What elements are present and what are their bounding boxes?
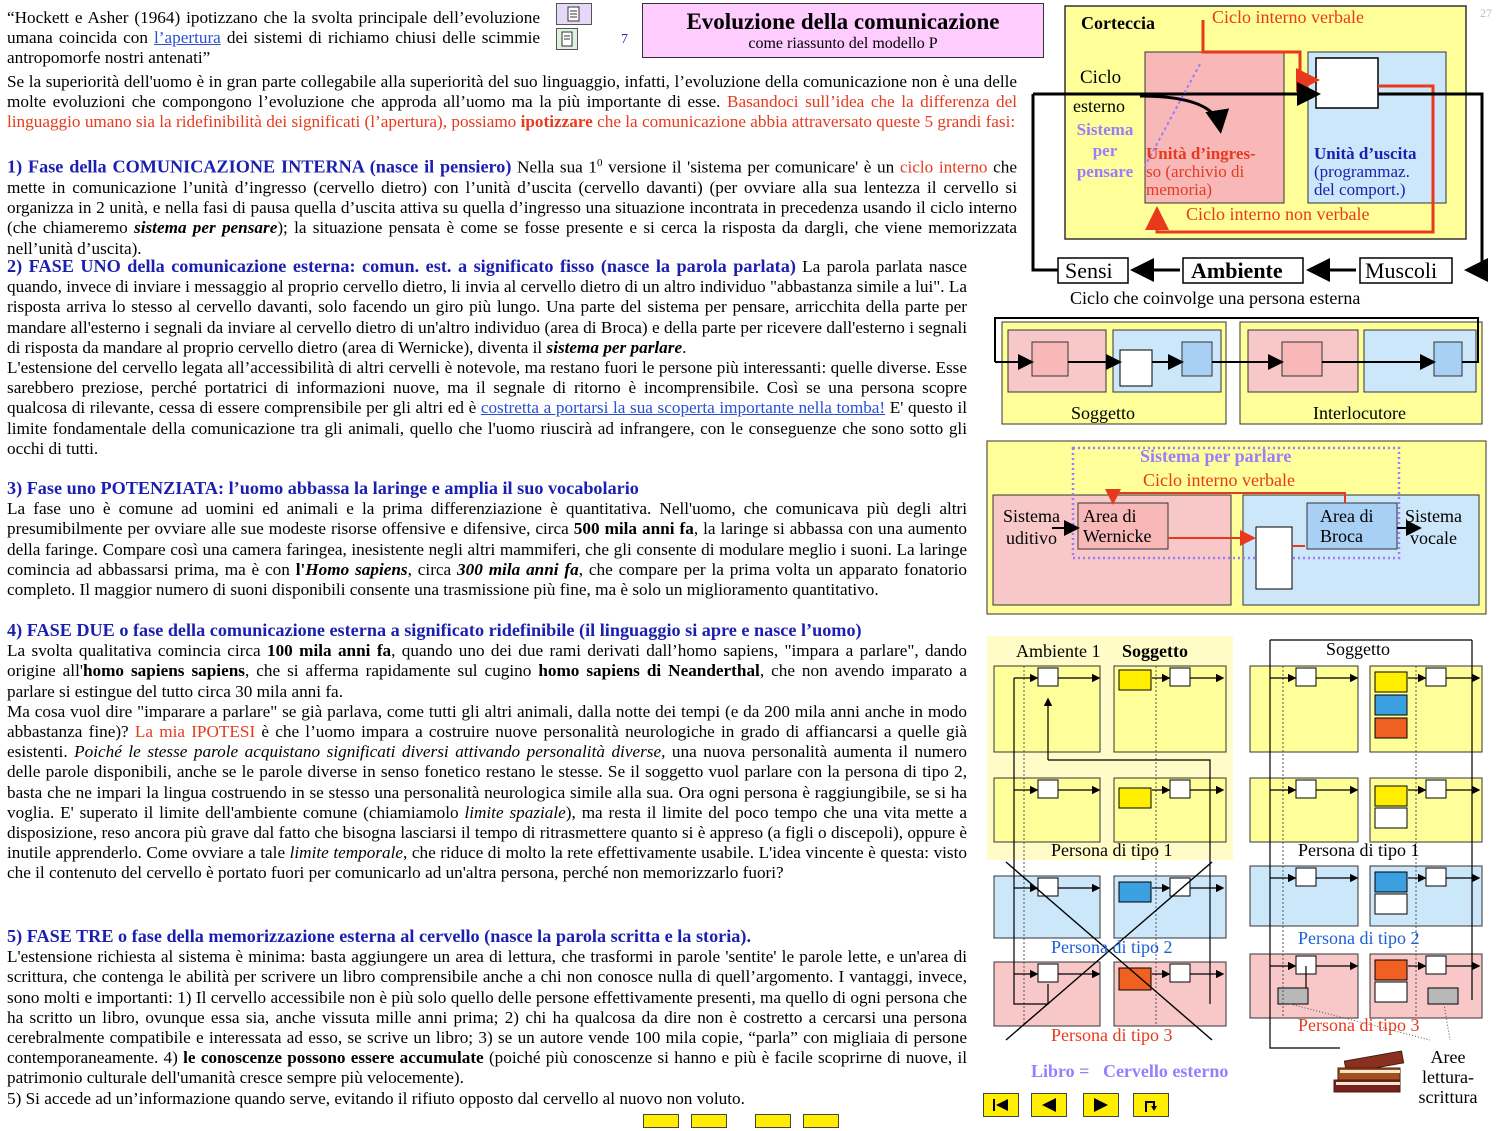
return-icon xyxy=(1134,1094,1168,1116)
tipo2-right-label: Persona di tipo 2 xyxy=(1298,928,1420,948)
esterno-label: esterno xyxy=(1073,96,1125,116)
apertura-link[interactable]: l’apertura xyxy=(154,28,221,47)
corteccia-label: Corteccia xyxy=(1081,13,1155,33)
soggetto-left-label: Soggetto xyxy=(1122,641,1188,661)
inline-next-button[interactable] xyxy=(755,1114,791,1128)
inline-nav xyxy=(643,1114,873,1128)
ambiente1-label: Ambiente 1 xyxy=(1016,641,1101,661)
sistema-uditivo-label: Sistema uditivo xyxy=(1003,506,1060,548)
libro-label: Libro = Cervello esterno xyxy=(1031,1061,1229,1081)
sensi-label: Sensi xyxy=(1065,258,1113,283)
section-5: 5) FASE TRE o fase della memorizzazione esterna al cervello (nasce la parola scritta e la storia). L'estensione richiesta al sistema è minima: basta aggiungere un area di lettura, che trasformi in parole 'sentite' le parole lette, e un'area di scrittura, che contenga le abilità per scrivere un libro comprensibile anche a chi non conosce nulla di quell’argomento. I vantaggi, invece, sono molti e importanti: 1) Il cervello accessibile non è più solo quello delle persone effettivamente presenti, ma quello di ogni persona che ha scritto un libro, ovunque essa sia, anche vissuta mille anni prima; 2) chi ha qualcosa da dire non è costretto a cercarsi una persona cerebralmente compatibile e interessata ad esso, se scrive un libro; 3) se un autore vende 100 mila copie, “parla” con migliaia di persone contemporaneamente. 4) le conoscenze possono essere accumulate (poiché più conoscenze si hanno e più è facile scoprirne di nuove, il patrimonio culturale dell'umanità cresce sempre più velocemente). 5) Si accede ad un’informazione quando serve, evitando il rifiuto opposto dal cervello al nuovo non voluto. xyxy=(7,926,967,1108)
return-button[interactable] xyxy=(1133,1093,1169,1117)
unita-uscita-label: Unità d’uscita (programmaz. del comport.) xyxy=(1314,144,1417,199)
first-icon xyxy=(984,1094,1018,1116)
interlocutore-label: Interlocutore xyxy=(1313,403,1406,423)
title-box xyxy=(642,3,1044,58)
books-icon xyxy=(1334,1051,1404,1092)
ciclo-verbale-label: Ciclo interno verbale xyxy=(1212,7,1364,27)
prev-page-button[interactable] xyxy=(1031,1093,1067,1117)
section-4: 4) FASE DUE o fase della comunicazione esterna a significato ridefinibile (il linguaggio si apre e nasce l’uomo) La svolta qualitativa comincia circa 100 mila anni fa, quando uno dei due rami derivati dall’homo sapiens, "impara a parlare", dando origine all'homo sapiens sapiens, che si afferma rapidamente sul cugino homo sapiens di Neanderthal, che non avendo imparato a parlare si estingue del tutto circa 30 mila anni fa. Ma cosa vuol dire "imparare a parlare" se già parlava, come tutti gli altri animali, dalla notte dei tempi (e da 200 mila anni anche in modo abbastanza fine)? La mia IPOTESI è che l’uomo impara a costruire nuove personalità neurologiche in grado di affiancarsi a quelle già esistenti. Poiché le stesse parole acquistano significati diversi attivando personalità diverse, una nuova personalità aumenta il numero delle parole disponibili, anche se le parole diverse in senso fonetico restano le stesse. Se il soggetto vuol parlare con la persona di tipo 2, basta che ne impari la lingua costruendo in se stesso una personalità neurologica simile alla sua. Ora ogni persona è raggiungibile, se si ha voglia. E' superato il limite dell'ambiente comune (chiamiamolo limite spaziale), ma resta il limite del poco tempo che una vita mette a disposizione, reso ancora più grave dal fatto che bisogna lasciarsi il tempo di ritrasmettere quanto si è appreso (a figli o discepoli), oppure è inutile apprenderlo. Come ovviare a tale limite temporale, che riduce di molto la rete effettivamente usabile. L'idea vincente è questa: visto che il contenuto del cervello è portato fuori per comunicarlo ad un'altra persona, perché non memorizzarlo fuori? xyxy=(7,620,968,883)
broca-label: Area di Broca xyxy=(1320,506,1374,546)
tipo3-left-label: Persona di tipo 3 xyxy=(1051,1025,1173,1045)
section-3-heading: 3) Fase uno POTENZIATA: l’uomo abbassa la laringe e amplia il suo vocabolario xyxy=(7,478,639,498)
slide-number: 7 xyxy=(621,32,628,47)
inline-prev-button[interactable] xyxy=(691,1114,727,1128)
tipo1-left-label: Persona di tipo 1 xyxy=(1051,840,1173,860)
first-page-button[interactable] xyxy=(983,1093,1019,1117)
diagram-dialogue xyxy=(985,308,1490,430)
sistema-per-pensare-label: Sistema per pensare xyxy=(1076,120,1134,181)
intro-paragraph: Se la superiorità dell'uomo è in gran parte collegabile alla superiorità del suo linguaggio, infatti, l’evoluzione della comunicazione non è una delle molte evoluzioni che compongono l’evoluzione che approda all’uomo ma la più importante di esse. Basandoci sull’idea che la differenza del linguaggio umano sia la ridefinibilità dei significati (l’apertura), possiamo ipotizzare che la comunicazione abbia attraversato queste 5 grandi fasi: xyxy=(7,72,1017,132)
prev-icon xyxy=(1032,1094,1066,1116)
ambiente-label: Ambiente xyxy=(1191,258,1283,283)
sistema-vocale-label: Sistema vocale xyxy=(1405,506,1462,548)
tomba-link[interactable]: costretta a portarsi la sua scoperta importante nella tomba! xyxy=(480,398,886,418)
ciclo-label: Ciclo xyxy=(1080,67,1122,88)
tipo1-right-label: Persona di tipo 1 xyxy=(1298,840,1420,860)
next-icon xyxy=(1084,1094,1118,1116)
page-number: 27 xyxy=(1480,6,1492,20)
quote-text: “Hockett e Asher (1964) ipotizzano che la svolta principale dell’evoluzione umana coincida con l’apertura dei sistemi di richiamo chiusi delle scimmie antropomorfe nostri antenati” xyxy=(7,8,540,67)
section-3: 3) Fase uno POTENZIATA: l’uomo abbassa la laringe e amplia il suo vocabolario La fase uno è comune ad uomini ed animali e la prima differenziazione è quantitativa. Nell'uomo, che comunicava più degli altri presumibilmente per ovviare alle sue modeste risorse offensive e difensive, circa 500 mila anni fa, la laringe si abbassa con una aumento della faringe. Compare così una camera faringea, inesistente negli altri mammiferi, che gli consente di modulare meglio i suoni. La laringe comincia ad abbassarsi prima, ma è con l'Homo sapiens, circa 300 mila anni fa, che compare per la prima volta un apparato fonatorio completo. Il maggior numero di suoni disponibili consente una trasmissione più fine, ma è solo un miglioramento quantitativo. xyxy=(7,478,968,600)
muscoli-label: Muscoli xyxy=(1365,258,1438,283)
section-2: 2) FASE UNO della comunicazione esterna: comun. est. a significato fisso (nasce la parola parlata) La parola parlata nasce quando, invece di inviare i messaggio al proprio cervello dietro, li invia al cervello dietro di un altro individuo "abbastanza simile a lui". La risposta arriva lo stesso al cervello davanti, solo facendo un giro più lungo. Una parte del sistema per pensare, arricchita della parte per mandare all'esterno i segnali da inviare al cervello dietro di un'altro individuo (area di Broca) e della parte per ricevere dall'esterno i segnali di risposta da mandare al proprio cervello dietro (area di Wernicke), diventa il sistema per parlare. L'estensione del cervello legata all’accessibilità di altri cervelli è notevole, ma restano fuori le persone più interessanti: quelle diverse. Esse sarebbero preziose, perché portatrici di informazioni nuove, ma il segnale di ritorno è incomprensibile. Così se una persona scopre qualcosa di rilevante, cessa di essere comprensibile per gli altri ed è costretta a portarsi la sua scoperta importante nella tomba! E' questo il limite fondamentale della comunicazione tra gli animali, quello che l'uomo riuscirà ad infrangere, con le conseguenze che sono sotto gli occhi di tutti. xyxy=(7,256,968,458)
document-icon[interactable] xyxy=(556,3,592,25)
section-2-heading: 2) FASE UNO della comunicazione esterna: comun. est. a significato fisso (nasce la parola parlata) xyxy=(7,256,796,276)
section-1-heading: 1) Fase della COMUNICAZIONE INTERNA (nasce il pensiero) xyxy=(7,156,512,177)
next-page-button[interactable] xyxy=(1083,1093,1119,1117)
soggetto-right-label: Soggetto xyxy=(1326,639,1391,659)
page-title: Evoluzione della comunicazione xyxy=(686,9,1000,34)
section-1: 1) Fase della COMUNICAZIONE INTERNA (nasce il pensiero) Nella sua $1^0$ versione il 'sistema per comunicare' è un ciclo interno che mette in comunicazione l’unità d’ingresso (cervello dietro) con l’unità d’uscita (cervello davanti) (per ovviare alla sua lentezza il cervello si organizza in 2 unità, e nella fasi di pausa quella d’uscita attiva su quella d’ingresso una situazione incontrata in precedenza usando il ciclo interno (che chiameremo sistema per pensare); la situazione pensata è come se fosse presente e si cerca la risposta da dargli, che viene memorizzata nell’unità d’uscita). xyxy=(7,156,1017,258)
section-4-heading: 4) FASE DUE o fase della comunicazione esterna a significato ridefinibile (il linguaggio si apre e nasce l’uomo) xyxy=(7,620,862,640)
tipo3-right-label: Persona di tipo 3 xyxy=(1298,1015,1420,1035)
page-subtitle: come riassunto del modello P xyxy=(748,35,938,52)
section-5-heading: 5) FASE TRE o fase della memorizzazione esterna al cervello (nasce la parola scritta e la storia). xyxy=(7,926,751,946)
soggetto-label: Soggetto xyxy=(1071,403,1136,423)
wernicke-label: Area di Wernicke xyxy=(1083,506,1152,546)
sistema-per-parlare-label: Sistema per parlare xyxy=(1140,446,1292,466)
notes-icon[interactable] xyxy=(556,28,578,50)
tipo2-left-label: Persona di tipo 2 xyxy=(1051,937,1173,957)
aree-label: Aree lettura- scrittura xyxy=(1418,1047,1478,1107)
diagram1-caption: Ciclo che coinvolge una persona esterna xyxy=(1070,288,1361,308)
ciclo-verbale-2-label: Ciclo interno verbale xyxy=(1143,470,1295,490)
inline-first-button[interactable] xyxy=(643,1114,679,1128)
inline-return-button[interactable] xyxy=(803,1114,839,1128)
ciclo-non-verbale-label: Ciclo interno non verbale xyxy=(1186,204,1370,224)
unita-ingresso-label: Unità d’ingres- so (archivio di memoria) xyxy=(1146,144,1256,199)
